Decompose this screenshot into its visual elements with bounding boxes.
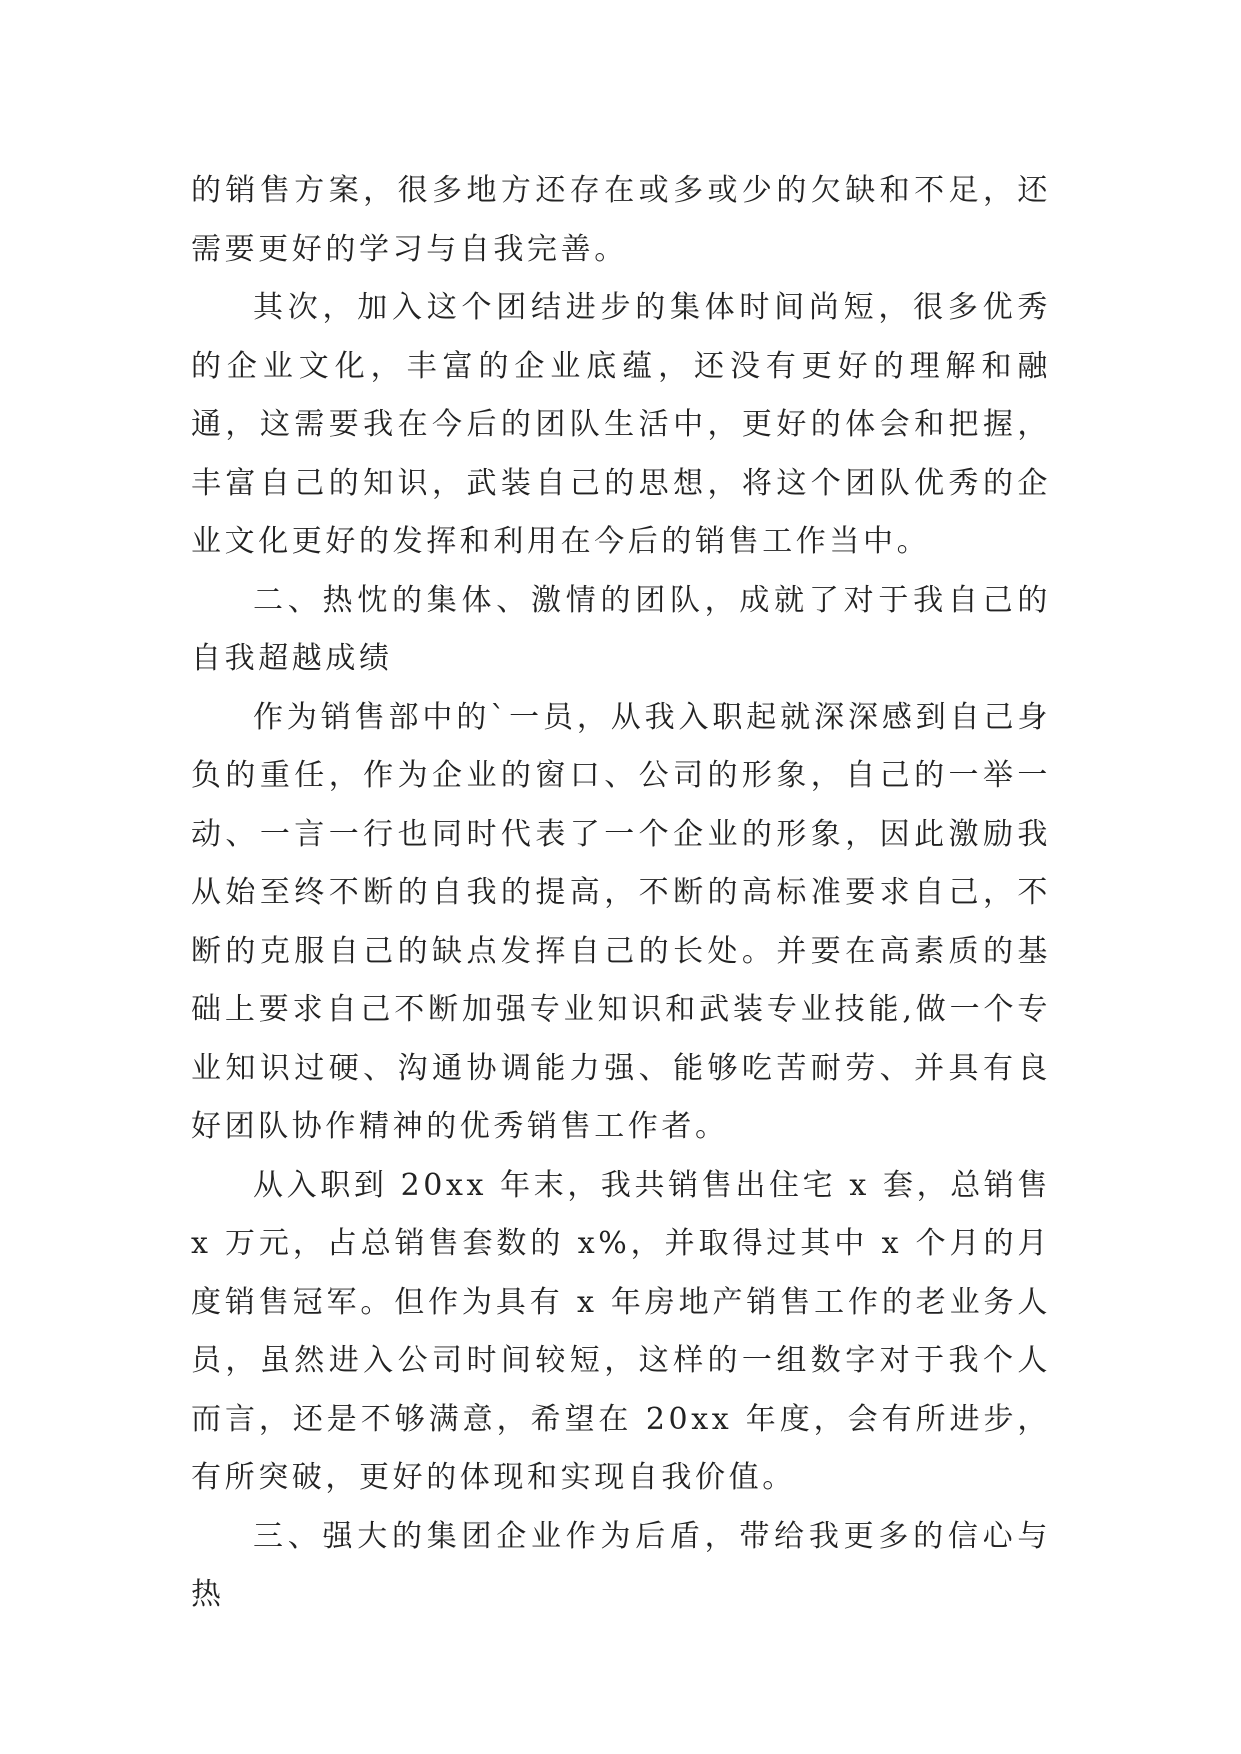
section-heading-three: 三、强大的集团企业作为后盾，带给我更多的信心与热 <box>191 1518 1051 1612</box>
section-heading-two: 二、热忱的集体、激情的团队，成就了对于我自己的自我超越成绩 <box>191 582 1051 676</box>
document-body <box>191 162 1051 1625</box>
paragraph-continuation: 的销售方案，很多地方还存在或多或少的欠缺和不足，还需要更好的学习与自我完善。 <box>191 173 1051 267</box>
paragraph-sales-results: 从入职到 20xx 年末，我共销售出住宅 x 套，总销售 x 万元，占总销售套数的 x%，并取得过其中 x 个月的月度销售冠军。但作为具有 x 年房地产销售工作的老业务人员，虽然进入公司时间较短，这样的一组数字对于我个人而言，还是不够满意，希望在 20xx 年度，会有所进步，有所突破，更好的体现和实现自我价值。 <box>191 1167 1051 1495</box>
paragraph-sales-role: 作为销售部中的`一员，从我入职起就深深感到自己身负的重任，作为企业的窗口、公司的形象，自己的一举一动、一言一行也同时代表了一个企业的形象，因此激励我从始至终不断的自我的提高，不断的高标准要求自己，不断的克服自己的缺点发挥自己的长处。并要在高素质的基础上要求自己不断加强专业知识和武装专业技能,做一个专业知识过硬、沟通协调能力强、能够吃苦耐劳、并具有良好团队协作精神的优秀销售工作者。 <box>191 699 1051 1144</box>
paragraph-corporate-culture: 其次，加入这个团结进步的集体时间尚短，很多优秀的企业文化，丰富的企业底蕴，还没有更好的理解和融通，这需要我在今后的团队生活中，更好的体会和把握，丰富自己的知识，武装自己的思想，将这个团队优秀的企业文化更好的发挥和利用在今后的销售工作当中。 <box>191 290 1051 559</box>
